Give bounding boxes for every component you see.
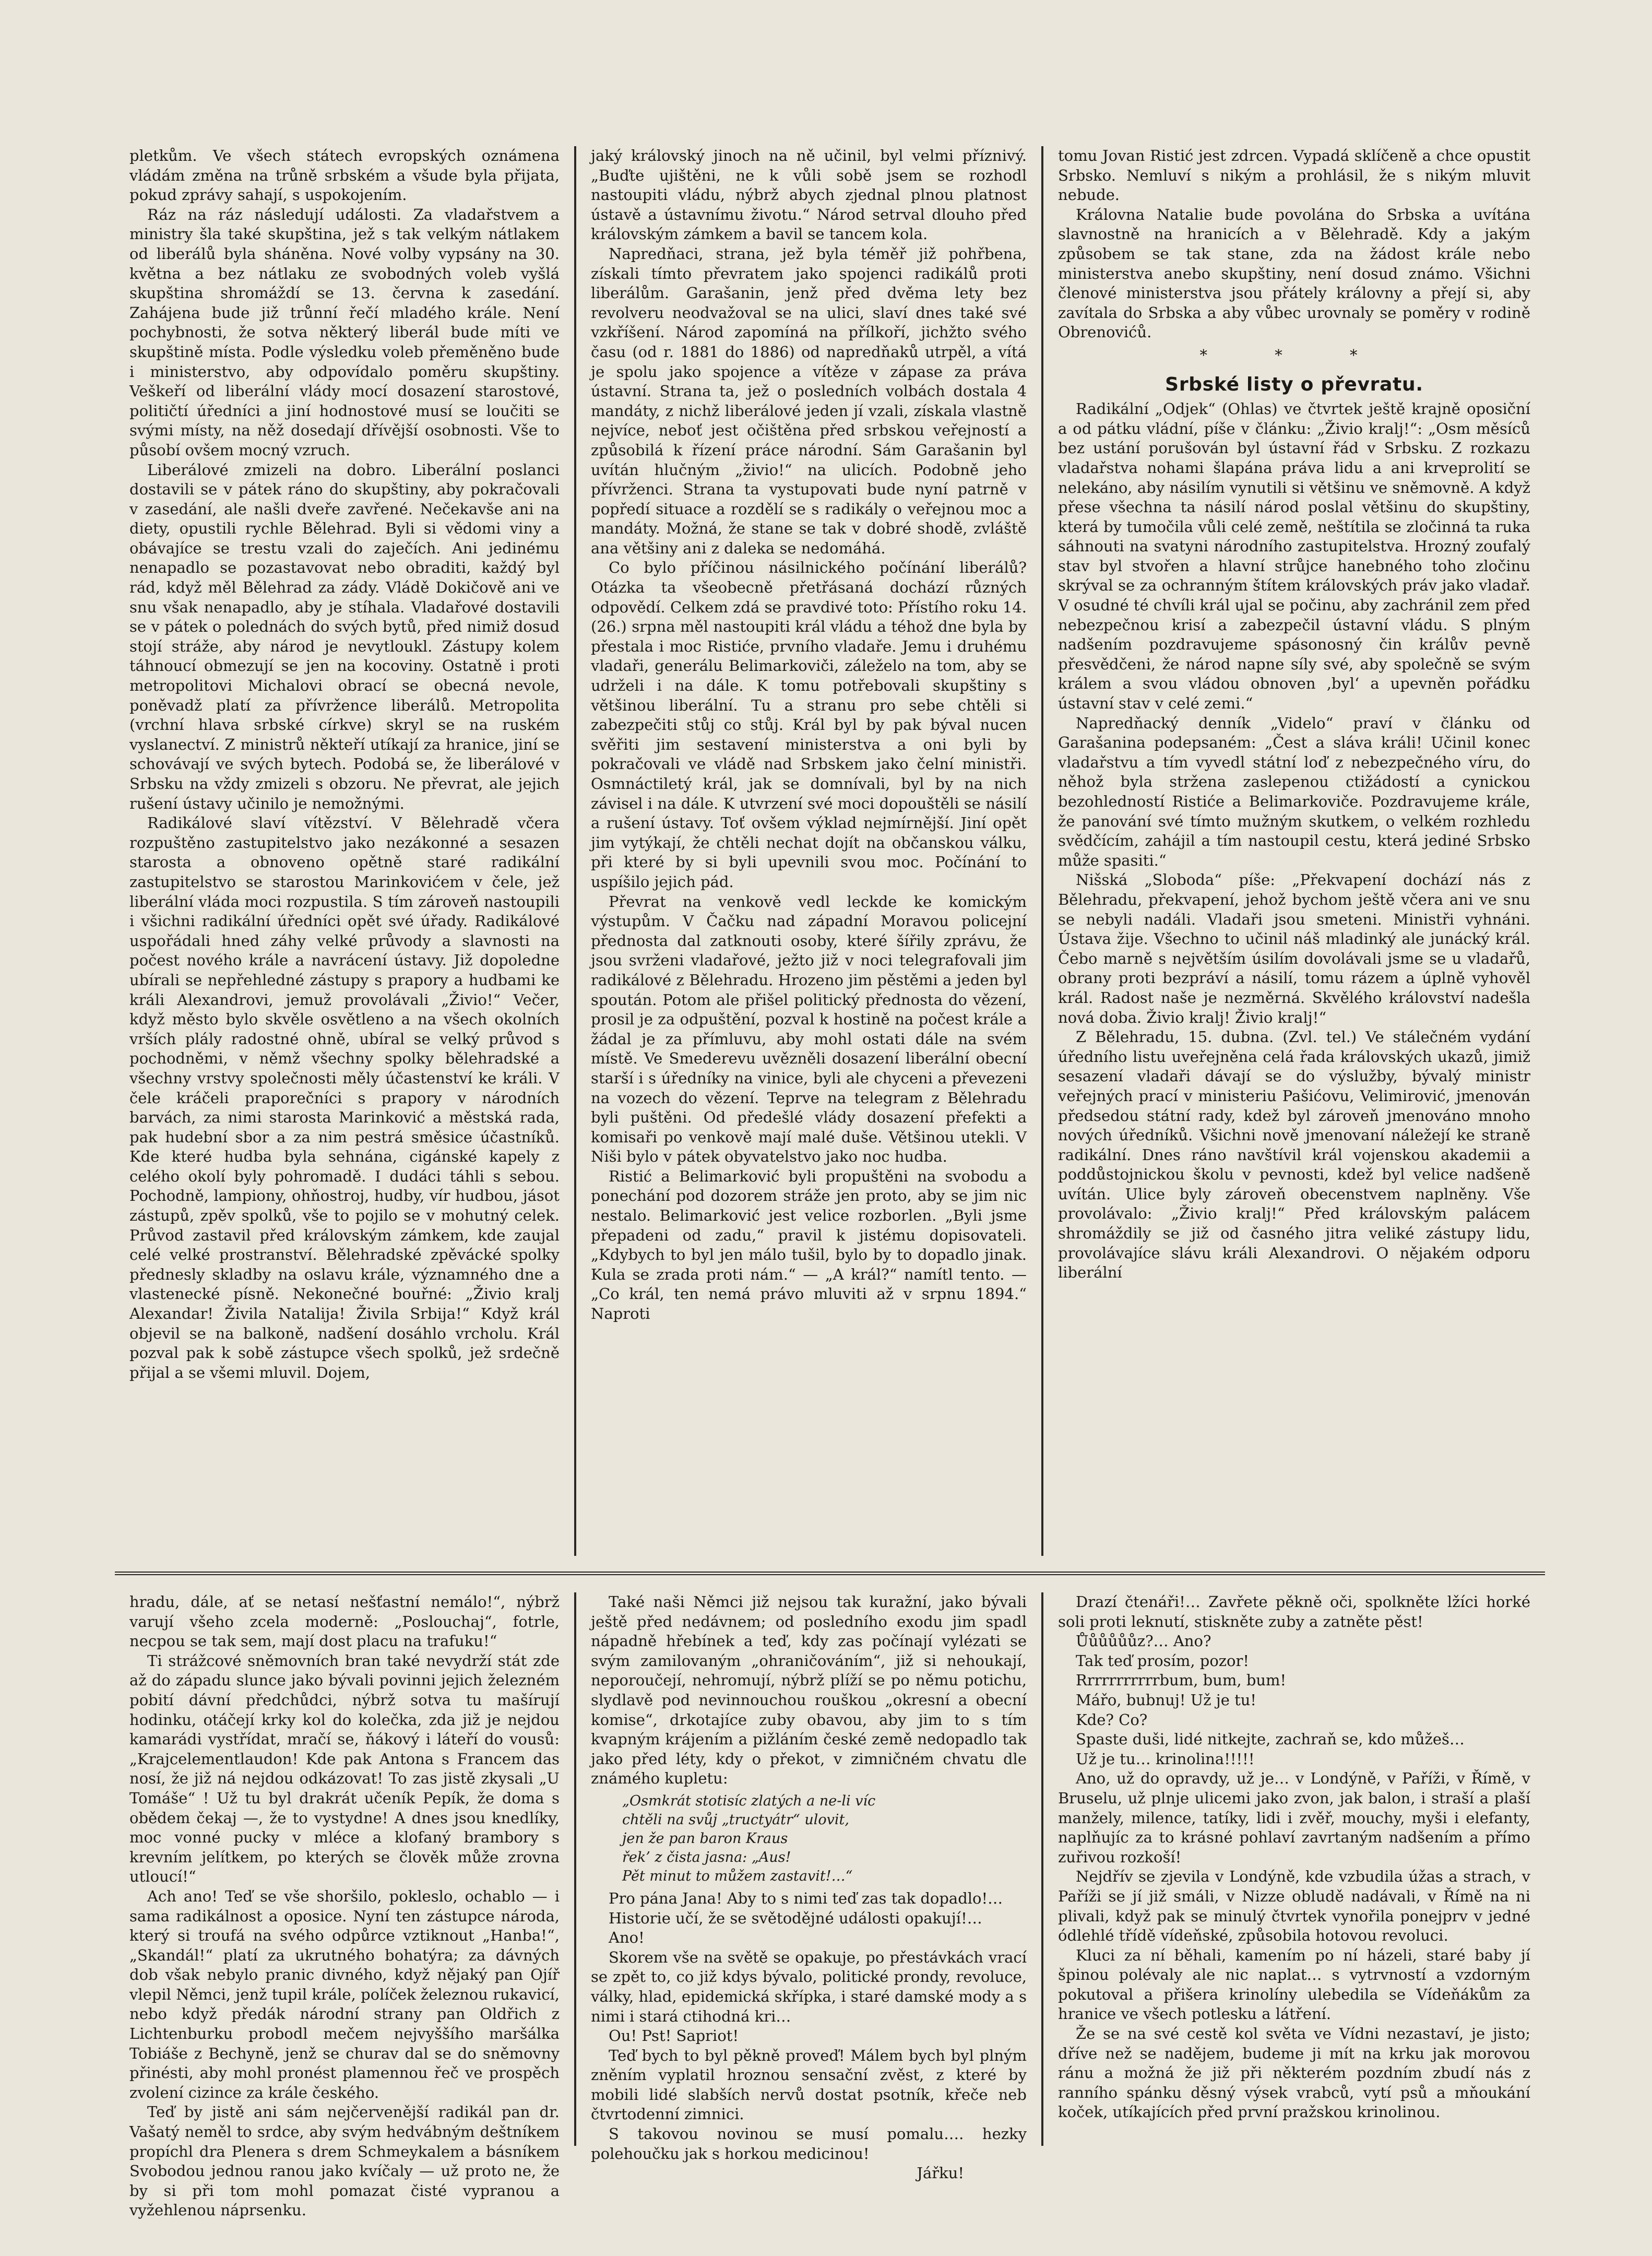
paragraph: Ristić a Belimarković byli propuštěni na svobodu a ponechání pod dozorem stráže jen proto, aby se jim nic nestalo. Belimarković jest velice rozborlen. „Byli jsme přepadeni od zadu,“ pravil k jistému dopisovateli. „Kdybych to byl jen málo tušil, bylo by to dopadlo jinak. Kula se zrada proti nám.“ — „A král?“ namítl tento. — „Co král, ten nemá právo mluviti až v srpnu 1894.“ Naproti xyxy=(591,1167,1027,1323)
paragraph: Ráz na ráz následují události. Za vladařstvem a ministry šla také skupština, jež s tak velkým nátlakem od liberálů byla sháněna. Nové volby vypsány na 30. května a bez nátlaku ze svobodných voleb vyšlá skupština shromáždí se 13. června k zasedání. Zahájena bude již trůnní řečí mladého krále. Není pochybnosti, že sotva některý liberál bude míti ve skupštině místa. Podle výsledku voleb přeměněno bude i ministerstvo, aby odpovídalo poměru skupštiny. Veškeří od liberální vlády mocí dosazení starostové, političtí úředníci a jiní hodnostové musí se loučiti se svými místy, na něž dosedají dřívější osobnosti. Vše to působí ovšem mocný vzruch. xyxy=(129,205,560,459)
paragraph: Už je tu… krinolina!!!!! xyxy=(1076,1750,1255,1768)
paragraph: Nejdřív se zjevila v Londýně, kde vzbudila úžas a strach, v Paříži se jí již smáli, v Nizze obludě nadávali, v Římě na ni plivali, když pak se minulý čtvrtek vynořila ponejprv v jedné ódlehlé třídě vídeňské, způsobila hotovou revoluci. xyxy=(1058,1868,1530,1945)
paragraph: Teď by jistě ani sám nejčervenější radikál pan dr. Vašatý neměl to srdce, aby svým hedvábným deštníkem propíchl dra Plenera s drem Schmeykalem a básníkem Svobodou jednou ranou jako kvíčaly — už proto ne, že by si při tom mohl pomazat čisté vypranou a vyžehlenou náprsenku. xyxy=(129,2103,560,2219)
signature: Jářku! xyxy=(917,2164,964,2182)
verse-line: „Osmkrát stotisíc zlatých a ne-li víc xyxy=(622,1792,876,1809)
paragraph: pletkům. Ve všech státech evropských oznámena vládám změna na trůně srbském a všude byla přijata, pokud zprávy sahají, s uspokojením. xyxy=(129,147,560,204)
paragraph: Mářo, bubnuj! Už je tu! xyxy=(1076,1691,1257,1709)
paragraph: Rrrrrrrrrrrbum, bum, bum! xyxy=(1076,1671,1287,1690)
paragraph: S takovou novinou se musí pomalu…. hezky polehoučku jak s horkou medicinou! xyxy=(591,2125,1027,2163)
paragraph: Skorem vše na světě se opakuje, po přestávkách vrací se zpět to, co již kdys bývalo, politické prondy, revoluce, války, hlad, epidemická skřípka, i staré damské mody a s nimi i stará ctihodná kri… xyxy=(591,1948,1027,2025)
paragraph: Drazí čtenáři!… Zavřete pěkně oči, spolkněte lžíci horké soli proti leknutí, stiskněte zuby a zatněte pěst! xyxy=(1058,1593,1530,1631)
paragraph: Královna Natalie bude povolána do Srbska a uvítána slavnostně na hranicích a v Bělehradě. Kdy a jakým způsobem se tak stane, zda na žádost krále nebo ministerstva anebo skupštiny, není dosud známo. Všichni členové ministerstva jsou přátely královny a přejí si, aby zavítala do Srbska a aby vůbec urovnaly se poměry v rodině Obrenovićů. xyxy=(1058,205,1530,341)
verse-quote xyxy=(622,1792,1027,1886)
paragraph: Nišská „Sloboda“ píše: „Překvapení dochází nás z Bělehradu, překvapení, jehož bychom ještě včera ani ve snu se nebyli nadáli. Vladaři jsou smeteni. Ministři vyhnáni. Ústava žije. Všechno to učinil náš mladinký ale junácký král. Čebo marně s největším úsilím dovolávali jsme se u vladařů, obrany proti bezpráví a násilí, tomu rázem a úplně vyhověl král. Radost naše je nezměrná. Skvělého království nadešla nová doba. Živio kralj! Živio kralj!“ xyxy=(1058,871,1530,1026)
paragraph: Že se na své cestě kol světa ve Vídni nezastaví, je jisto; dříve než se nadějem, budeme ji mít na krku jak morovou ránu a možná že již při některém pozdním zbudí nás z ranního spánku děsný výsek vrabců, vytí psů a mňoukání koček, utíkajících před první pražskou krinolinou. xyxy=(1058,2025,1530,2121)
paragraph: Kluci za ní běhali, kamením po ní házeli, staré baby jí špinou polévaly ale nic naplat… s vytrvností a vzdorným pokutoval a přišera krinolíny ulebedila se Vídeňákům za hranice ve všech potlesku a látření. xyxy=(1058,1946,1530,2023)
paragraph: Ano, už do opravdy, už je… v Londýně, v Paříži, v Římě, v Bruselu, už plnje ulicemi jako zvon, jak balon, i straší a plaší manžely, milence, tatíky, lidi i zvěř, mouchy, myši i elefanty, naplňujíc za to krásné pohlaví zavrtaným nadšením a přímo zuřivou rozkoší! xyxy=(1058,1769,1530,1866)
paragraph: Spaste duši, lidé nitkejte, zachraň se, kdo můžeš… xyxy=(1076,1730,1465,1749)
newspaper-page xyxy=(115,115,1545,2219)
paragraph: Kde? Co? xyxy=(1076,1710,1148,1729)
paragraph: Liberálové zmizeli na dobro. Liberální poslanci dostavili se v pátek ráno do skupštiny, aby pokračovali v zasedání, ale našli dveře zavřené. Nečekavše ani na diety, opustili rychle Bělehrad. Byli si vědomi viny a obávajíce se trestu vzali do zaječích. Ani jedinému nenapadlo se pozastavovat nebo obraditi, každý byl rád, když měl Bělehrad za zády. Vládě Dokičově ani ve snu však nenapadlo, aby je stíhala. Vladařové dostavili se v pátek o polednách do svých bytů, před nimiž dosud stojí stráže, aby národ je nevytloukl. Zástupy kolem táhnoucí obmezují se jen na kocoviny. Ostatně i proti metropolitovi Michalovi obrací se obecná nevole, poněvadž platí za přívržence liberálů. Metropolita (vrchní hlava srbské církve) skryl se na ruském vyslanectví. Z ministrů někteří utíkají za hranice, jiní se schovávají ve svých bytech. Podobá se, že liberálové v Srbsku na vždy zmizeli s obzoru. Ne převrat, ale jejich rušení ústavy učinilo je nemožnými. xyxy=(129,460,560,812)
paragraph: Také naši Němci již nejsou tak kuražní, jako bývali ještě před nedávnem; od posledního exodu jim spadl nápadně hřebínek a teď, kdy zas počínají vylézati se svým zamilovaným „ohraničováním“, již si nehoukají, neporoučejí, nehromují, nýbrž plíží se po němu potichu, slydlavě pod nevinnouchou rouškou „okresní a obecní komise“, drkotajíce zuby obavou, aby jim to s tím kvapným krájením a pižláním české země nedopadlo tak jako před léty, kdy o překot, v zimničném chvatu dle známého kupletu: xyxy=(591,1593,1027,1788)
verse-line: jen že pan baron Kraus xyxy=(622,1830,788,1847)
column-middle-bottom xyxy=(574,1592,1041,2182)
column-middle-top xyxy=(574,146,1041,1556)
verse-line: řek’ z čista jasna: „Aus! xyxy=(622,1849,791,1865)
upper-section xyxy=(115,146,1545,1556)
paragraph: Tak teď prosím, pozor! xyxy=(1076,1651,1250,1670)
column-right-top xyxy=(1041,146,1545,1556)
paragraph: Ou! Pst! Sapriot! xyxy=(609,2027,739,2045)
paragraph: Co bylo příčinou násilnického počínání liberálů? Otázka ta všeobecně přetřásaná dochází různých odpovědí. Celkem zdá se pravdivé toto: Přístího roku 14. (26.) srpna měl nastoupiti král vládu a téhož dne byla by přestala i moc Ristiće, prvního vladaře. Jemu i druhému vladaři, generálu Belimarkoviči, záleželo na tom, aby se udrželi i na dále. K tomu potřebovali skupštiny s většinou liberální. Tu a stranu pro sebe chtěli si zabezpečiti stůj co stůj. Král byl by pak býval nucen svěřiti jim sestavení ministerstva a oni byli by pokračovali ve vládě nad Srbskem jako čelní ministři. Osmnáctiletý král, jak se domnívali, byl by na nich závisel i na dále. K utvrzení své moci dopouštěli se násilí a rušení ústavy. Toť ovšem výklad nejmírnější. Jiní opět jim vytýkají, že chtěli nechat dojít na občanskou válku, při které by si byli upevnili svou moc. Počínání to uspíšilo jejich pád. xyxy=(591,559,1027,891)
column-right-bottom xyxy=(1041,1592,1545,2146)
paragraph: Pro pána Jana! Aby to s nimi teď zas tak dopadlo!… xyxy=(609,1889,1003,1907)
column-left-bottom xyxy=(115,1592,574,2219)
paragraph: Ůůůůůůz?… Ano? xyxy=(1076,1632,1211,1650)
paragraph: Radikálové slaví vítězství. V Bělehradě včera rozpuštěno zastupitelstvo jako nezákonné a sesazen starosta a obnoveno opětně staré radikální zastupitelstvo se starostou Marinkovićem v čele, jež liberální vláda moci rozpustila. S tím zároveň nastoupili i všichni radikální úředníci opět své úřady. Radikálové uspořádali hned záhy velké průvody a slavnosti na počest nového krále a navrácení ústavy. Již dopoledne ubírali se nepřehledné zástupy s prapory a hudbami ke králi Alexandrovi, jemuž provolávali „Živio!“ Večer, když město bylo skvěle osvětleno a na všech okolních vrších plály radostné ohně, ubíral se velký průvod s pochodněmi, v němž všechny spolky bělehradské a všechny vrstvy společnosti měly účastenství ke králi. V čele kráčeli praporečníci s prapory v národních barvách, za nimi starosta Marinković a městská rada, pak hudební sbor a za nim pestrá směsice účastníků. Kde které hudba byla sehnána, cigánské kapely z celého okolí byly pohromadě. I dudáci táhli s sebou. Pochodně, lampiony, ohňostroj, hudby, vír hudbou, jásot zástupů, zpěv spolků, vše to pojilo se v mohutný celek. Průvod zastavil před královským zámkem, kde zaujal celé velké prostranství. Bělehradské zpěvácké spolky přednesly skladby na oslavu krále, významného dne a vlastenecké písně. Nekonečné bouřné: „Živio kralj Alexandar! Živila Natalija! Živila Srbija!“ Když král objevil se na balkoně, nadšení dosáhlo vrcholu. Král pozval pak k sobě zástupce všech spolků, jež srdečně přijal a se všemi mluvil. Dojem, xyxy=(129,814,560,1381)
article-heading: Srbské listy o převratu. xyxy=(1165,373,1423,395)
paragraph: Teď bych to byl pěkně proveď! Málem bych byl plným zněním vyplatil hroznou sensační zvěst, z které by mobili lidé slabších nervů dostat psotník, křeče neb čtvrtodenní zimnici. xyxy=(591,2046,1027,2123)
paragraph: Z Bělehradu, 15. dubna. (Zvl. tel.) Ve stálečném vydání úředního listu uveřejněna celá řada královských ukazů, jimiž sesazení vladaři dávají se do výslužby, bývalý ministr veřejných prací v ministeriu Pašićovu, Velimirović, jmenován předsedou státní rady, kdež byl zároveň jmenováno mnoho nových úředníků. Všichni nově jmenovaní náležejí ke straně radikální. Dnes ráno navštívil král vojenskou akademii a poddůstojnickou školu v pevnosti, kdež byl velice nadšeně uvítán. Ulice byly zároveň obecenstvem naplněny. Vše provolávalo: „Živio kralj!“ Před královským palácem shromáždily se již od časného jitra veliké zástupy lidu, provolávajíce slávu králi Alexandrovi. O nějakém odporu liberální xyxy=(1058,1028,1530,1282)
verse-line: Pět minut to můžem zastavit!…“ xyxy=(622,1868,853,1884)
paragraph: Historie učí, že se světodějné události opakují!… xyxy=(609,1909,982,1927)
paragraph: hradu, dále, ať se netasí nešťastní nemálo!“, nýbrž varují všeho zcela moderně: „Poslouchaj“, fotrle, necpou se tak sem, mají dost placu na trafuku!“ xyxy=(129,1593,560,1650)
paragraph: Ach ano! Teď se vše shoršilo, pokleslo, ochablo — i sama radikálnost a oposice. Nyní ten zástupce národa, který si troufá na svého odpůrce vztiknout „Hanba!“, „Skandál!“ platí za ukrutného bohatýra; za dávných dob však nebylo pranic divného, když nějaký pan Ojíř vlepil Němci, jenž tupil krále, políček železnou rukavicí, nebo když předák národní strany pan Oldřich z Lichtenburku probodl mečem nejvyššího maršálka Tobiáše z Bechyně, jenž se churav dal se do sněmovny přinésti, aby mohl pronést plamennou řeč ve prospěch zvolení cizince za krále českého. xyxy=(129,1887,560,2101)
paragraph: Ti strážcové sněmovních bran také nevydrží stát zde až do západu slunce jako bývali povinni jejich železném pobití dávní předchůdci, nýbrž sotva tu mašírují hodinku, otáčejí krky kol do kolečka, zda již je nejdou kamarádi vystřídat, mračí se, ňákový i láteří do vousů: „Krajcelementlaudon! Kde pak Antona s Francem das nosí, že již ná nejdou odkázovat! To zas jistě zkysali „U Tomáše“ ! Už tu byl drakrát učeník Pepík, že doma s obědem čekaj —, že to vystydne! A dnes jsou knedlíky, moc vonné pucky v mléce a klofaný brambory s krevním jelítkem, po kterých se člověk může zrovna utloucí!“ xyxy=(129,1651,560,1886)
paragraph: Ano! xyxy=(609,1929,645,1947)
paragraph: Napredňaci, strana, jež byla téměř již pohřbena, získali tímto převratem jako spojenci radikálů proti liberálům. Garašanin, jenž před dvěma lety bez revolveru neodvažoval se na ulici, slaví dnes také své vzkříšení. Národ zapomíná na přílkoří, jichžto svého času (od r. 1881 do 1886) od napredňaků utrpěl, a vítá je spolu jako spojence a vítěze v zápase za práva ústavní. Strana ta, jež o posledních volbách dostala 4 mandáty, z nichž liberálové jeden jí vzali, získala vlastně nejvíce, neboť jest očištěna před srbskou veřejností a způsobilá k řízení práce národní. Sám Garašanin byl uvítán hlučným „živio!“ na ulicích. Podobně jeho přívrženci. Strana ta vystupovati bude nyní patrně v popředí situace a rozdělí se s radikály o veřejnou moc a mandáty. Možná, že stane se tak v dobré shodě, zvláště ana většiny ani z daleka se nedomáhá. xyxy=(591,244,1027,557)
paragraph: tomu Jovan Ristić jest zdrcen. Vypadá sklíčeně a chce opustit Srbsko. Nemluví s nikým a prohlásil, že s nikým mluvit nebude. xyxy=(1058,147,1530,204)
verse-line: chtěli na svůj „tructyátr“ ulovit, xyxy=(622,1811,849,1828)
paragraph: Radikální „Odjek“ (Ohlas) ve čtvrtek ještě krajně oposiční a od pátku vládní, píše v článku: „Živio kralj!“: „Osm měsíců bez ustání porušován byl ústavní řád v Srbsku. Z rozkazu vladařstva nohami šlapána práva lidu a ani krveprolití se nelekáno, aby násilím vynutili si většinu ve sněmovně. A když přese všechna ta násilí národ poslal většinu do skupštiny, která by tumočila vůli celé země, neštítila se zločinná ta ruka sáhnouti na svatyni národního zastupitelstva. Hrozný zoufalý stav byl stvořen a hlavní strůjce hanebného toho zločinu skrýval se za ochranným štítem královských práv jako vladař. V osudné té chvíli král ujal se počinu, aby zachránil zem před nebezpečnou krisí a zabezpečil ústavní vládu. S plným nadšením pozdravujeme spásonosný čin králův pevně přesvědčeni, že národ napne síly své, aby společně se svým králem a svou vládou obnoven ‚byl‘ a upevněn pořádku ústavní stav v celé zemi.“ xyxy=(1058,400,1530,713)
feuilleton-section xyxy=(115,1592,1545,2219)
column-left-top xyxy=(115,146,574,1556)
paragraph: jaký královský jinoch na ně učinil, byl velmi příznivý. „Buďte ujištěni, ne k vůli sobě jsem se rozhodl nastoupiti vládu, nýbrž abych zjednal plnou platnost ústavě a ústavnímu životu.“ Národ setrval dlouho před královským zámkem a bavil se tancem kola. xyxy=(591,147,1027,243)
paragraph: Napredňacký denník „Videlo“ praví v článku od Garašanina podepsaném: „Čest a sláva králi! Učinil konec vladařstvu a tím vyvedl státní loď z nebezpečného víru, do něhož byla stržena zaslepenou ctižádostí a cynickou bezohledností Ristiće a Belimarkoviče. Pozdravujeme krále, že panování své tímto mužným skutkem, o velkém rozhledu svědčícím, zahájil a tím nastoupil cestu, která jediné Srbsko může spasiti.“ xyxy=(1058,714,1530,869)
section-separator-stars: * * * xyxy=(1199,346,1389,364)
paragraph: Převrat na venkově vedl leckde ke komickým výstupům. V Čačku nad západní Moravou policejní přednosta dal zatknouti osoby, které šířily zprávu, že jsou svrženi vladařové, ježto již v noci telegrafovali jim radikálové z Bělehradu. Hrozeno jim pěstěmi a jeden byl spoután. Potom ale přišel politický přednosta do vězení, prosil je za odpuštění, pozval k hostině na počest krále a žádal je za přímluvu, aby mohl ostati dále na svém místě. Ve Smederevu uvězněli dosazení liberální obecní starší i s úředníky na vinice, byli ale chyceni a převezeni na vozech do vězení. Teprve na telegram z Bělehradu byli puštěni. Od předešlé vlády dosazení přefekti a komisaři po venkově mají malé duše. Většinou utekli. V Niši bylo v pátek obyvatelstvo jako noc hudba. xyxy=(591,892,1027,1166)
feuilleton-divider xyxy=(115,1572,1545,1575)
